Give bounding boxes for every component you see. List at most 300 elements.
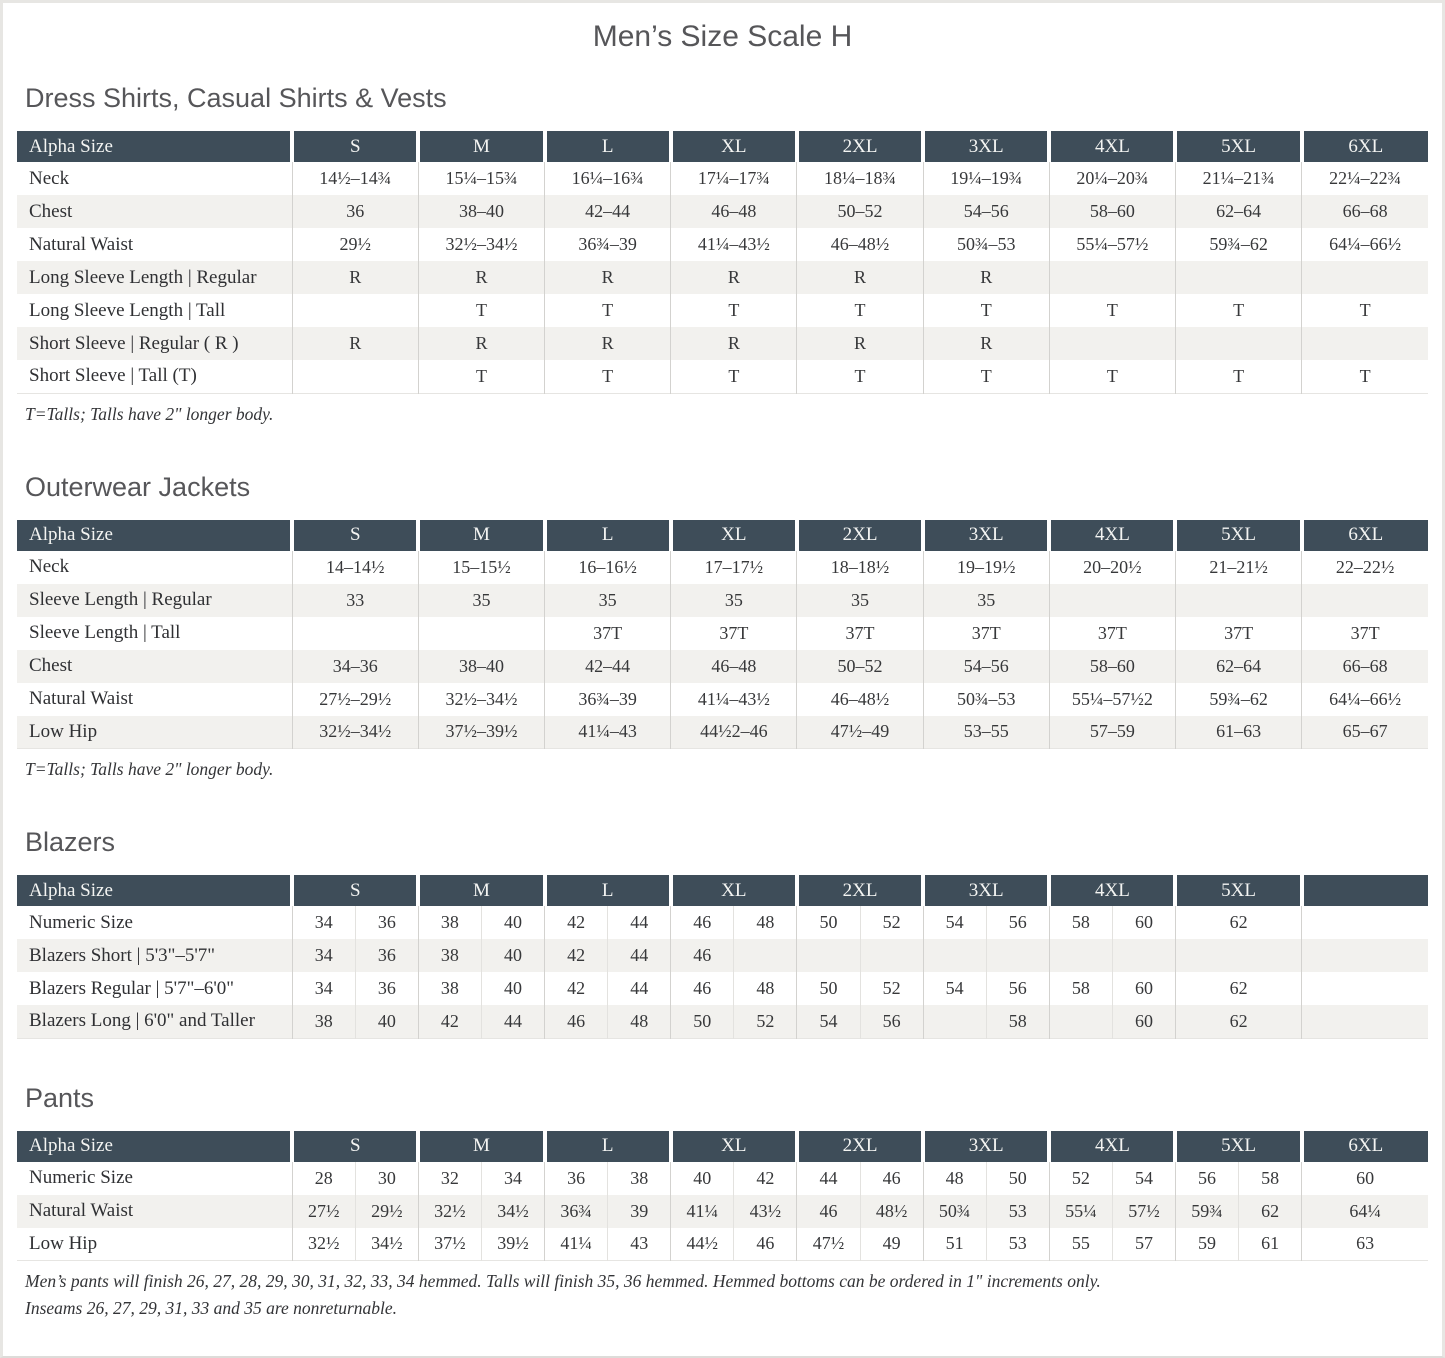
cell: 42 <box>545 939 608 972</box>
cell: T <box>1302 360 1428 393</box>
cell: 48 <box>734 972 797 1005</box>
row-label: Natural Waist <box>29 233 134 255</box>
cell: 20¼–20¾ <box>1049 162 1175 195</box>
section-dress-shirts-casual-shirts-vests <box>17 81 1428 428</box>
cell <box>734 939 797 972</box>
column-header: M <box>418 520 544 551</box>
cell <box>1302 327 1428 360</box>
column-header: M <box>418 875 544 906</box>
table-footnote: Inseams 26, 27, 29, 31, 33 and 35 are nonreturnable. <box>25 1298 398 1318</box>
cell: 37T <box>1049 617 1175 650</box>
column-header: L <box>545 875 671 906</box>
cell: 32½ <box>418 1195 481 1228</box>
cell <box>292 360 418 393</box>
column-header: 2XL <box>797 875 923 906</box>
column-header: 5XL <box>1175 131 1301 162</box>
column-header <box>1302 875 1428 906</box>
cell: 37T <box>797 617 923 650</box>
cell: 40 <box>481 906 544 939</box>
cell <box>292 617 418 650</box>
table-header <box>17 875 1428 906</box>
column-header: 4XL <box>1049 875 1175 906</box>
cell: 16–16½ <box>545 551 671 584</box>
column-header: 3XL <box>923 520 1049 551</box>
cell: T <box>923 294 1049 327</box>
cell: R <box>923 261 1049 294</box>
table-body <box>17 1162 1428 1261</box>
cell: T <box>1302 294 1428 327</box>
cell: 36 <box>292 195 418 228</box>
cell: 44 <box>608 939 671 972</box>
cell: 56 <box>986 972 1049 1005</box>
cell: 17¼–17¾ <box>671 162 797 195</box>
cell <box>797 939 860 972</box>
cell: R <box>671 261 797 294</box>
corner-header: Alpha Size <box>17 875 292 906</box>
cell: R <box>797 261 923 294</box>
cell: 49 <box>860 1228 923 1261</box>
section-heading-outerwear-jackets: Outerwear Jackets <box>25 471 251 502</box>
cell: 59¾–62 <box>1175 228 1301 261</box>
column-header: 5XL <box>1175 520 1301 551</box>
table-body <box>17 551 1428 749</box>
cell: 52 <box>860 972 923 1005</box>
cell: 46 <box>734 1228 797 1261</box>
section-pants <box>17 1081 1428 1323</box>
cell: 34–36 <box>292 650 418 683</box>
cell: 56 <box>1175 1162 1238 1195</box>
column-header: 2XL <box>797 131 923 162</box>
section-blazers <box>17 825 1428 1039</box>
cell: T <box>797 294 923 327</box>
cell <box>1175 939 1301 972</box>
table-row <box>17 650 1428 683</box>
table-footnote: Men’s pants will finish 26, 27, 28, 29, 30, 31, 32, 33, 34 hemmed. Talls will finish 35, 36 hemmed. Hemmed bottoms can be ordered in 1" increments only. <box>25 1271 1101 1291</box>
row-label: Natural Waist <box>29 1200 134 1221</box>
column-header: XL <box>671 520 797 551</box>
cell: 50–52 <box>797 650 923 683</box>
column-header: 6XL <box>1302 520 1428 551</box>
column-header: 4XL <box>1049 131 1175 162</box>
cell <box>292 294 418 327</box>
cell: 66–68 <box>1302 650 1428 683</box>
cell: 38 <box>418 972 481 1005</box>
cell: T <box>1049 294 1175 327</box>
row-label: Chest <box>29 200 73 222</box>
cell: 37T <box>923 617 1049 650</box>
cell <box>1302 584 1428 617</box>
cell: 65–67 <box>1302 716 1428 749</box>
cell: 17–17½ <box>671 551 797 584</box>
cell: 55¼ <box>1049 1195 1112 1228</box>
cell: 39 <box>608 1195 671 1228</box>
cell: 36¾ <box>545 1195 608 1228</box>
cell: 39½ <box>481 1228 544 1261</box>
cell: 46 <box>797 1195 860 1228</box>
cell: 52 <box>734 1005 797 1038</box>
cell: 38 <box>418 906 481 939</box>
cell: 58 <box>986 1005 1049 1038</box>
table-row <box>17 261 1428 294</box>
cell: 52 <box>860 906 923 939</box>
header-row <box>17 520 1428 551</box>
cell: 37½–39½ <box>418 716 544 749</box>
cell: 60 <box>1302 1162 1428 1195</box>
cell: 55 <box>1049 1228 1112 1261</box>
row-label: Sleeve Length | Regular <box>29 589 212 610</box>
row-label: Long Sleeve Length | Regular <box>29 266 257 288</box>
cell: 61 <box>1239 1228 1302 1261</box>
cell: 41¼–43½ <box>671 683 797 716</box>
cell: R <box>671 327 797 360</box>
cell: 19–19½ <box>923 551 1049 584</box>
cell: 14½–14¾ <box>292 162 418 195</box>
cell: R <box>292 261 418 294</box>
cell <box>1175 327 1301 360</box>
cell: 62–64 <box>1175 195 1301 228</box>
table-row <box>17 716 1428 749</box>
outerwear-jackets-table <box>17 520 1428 750</box>
row-label: Chest <box>29 655 73 676</box>
column-header: M <box>418 131 544 162</box>
cell: 44 <box>608 972 671 1005</box>
cell: 46–48 <box>671 650 797 683</box>
cell: 46 <box>671 972 734 1005</box>
cell <box>1175 584 1301 617</box>
cell: T <box>545 294 671 327</box>
cell: 57½ <box>1112 1195 1175 1228</box>
cell: 42 <box>418 1005 481 1038</box>
table-footnote: T=Talls; Talls have 2" longer body. <box>25 759 274 779</box>
cell: R <box>545 261 671 294</box>
cell: 18¼–18¾ <box>797 162 923 195</box>
cell: 29½ <box>355 1195 418 1228</box>
cell: R <box>797 327 923 360</box>
column-header: 3XL <box>923 875 1049 906</box>
cell: 38–40 <box>418 195 544 228</box>
cell: T <box>418 294 544 327</box>
table-row <box>17 584 1428 617</box>
cell: 37½ <box>418 1228 481 1261</box>
cell: T <box>418 360 544 393</box>
cell: 35 <box>545 584 671 617</box>
cell: 58 <box>1049 906 1112 939</box>
cell: 37T <box>545 617 671 650</box>
row-label: Long Sleeve Length | Tall <box>29 299 226 321</box>
cell: 41¼ <box>545 1228 608 1261</box>
cell: 57–59 <box>1049 716 1175 749</box>
cell: 34 <box>292 972 355 1005</box>
column-header: L <box>545 131 671 162</box>
table-row <box>17 617 1428 650</box>
cell: 16¼–16¾ <box>545 162 671 195</box>
cell: T <box>671 360 797 393</box>
cell: 36¾–39 <box>545 683 671 716</box>
cell: 46 <box>671 906 734 939</box>
cell: 50–52 <box>797 195 923 228</box>
cell: 62–64 <box>1175 650 1301 683</box>
cell: 53 <box>986 1228 1049 1261</box>
table-row <box>17 162 1428 195</box>
cell: 28 <box>292 1162 355 1195</box>
cell <box>1049 327 1175 360</box>
cell: 51 <box>923 1228 986 1261</box>
section-heading-pants: Pants <box>25 1082 95 1113</box>
cell: 37T <box>1175 617 1301 650</box>
page-title: Men’s Size Scale H <box>592 20 853 53</box>
row-label: Blazers Long | 6'0" and Taller <box>29 1010 255 1032</box>
header-row <box>17 1131 1428 1162</box>
cell: 35 <box>797 584 923 617</box>
cell: R <box>418 327 544 360</box>
cell: 40 <box>671 1162 734 1195</box>
table-header <box>17 131 1428 162</box>
column-header: 5XL <box>1175 875 1301 906</box>
cell: 66–68 <box>1302 195 1428 228</box>
cell: 22¼–22¾ <box>1302 162 1428 195</box>
cell: 20–20½ <box>1049 551 1175 584</box>
cell <box>986 939 1049 972</box>
cell: T <box>545 360 671 393</box>
cell: 52 <box>1049 1162 1112 1195</box>
cell <box>1049 584 1175 617</box>
cell: 41¼–43½ <box>671 228 797 261</box>
cell: 15¼–15¾ <box>418 162 544 195</box>
row-label: Neck <box>29 167 70 189</box>
cell: 33 <box>292 584 418 617</box>
cell: 47½–49 <box>797 716 923 749</box>
cell: 50 <box>797 906 860 939</box>
column-header: M <box>418 1131 544 1162</box>
cell <box>418 617 544 650</box>
cell: 32½–34½ <box>418 228 544 261</box>
cell <box>1049 261 1175 294</box>
cell: 59 <box>1175 1228 1238 1261</box>
table-row <box>17 1195 1428 1228</box>
cell: 38–40 <box>418 650 544 683</box>
column-header: XL <box>671 1131 797 1162</box>
column-header: 3XL <box>923 131 1049 162</box>
table-row <box>17 683 1428 716</box>
cell: 54 <box>797 1005 860 1038</box>
cell: 61–63 <box>1175 716 1301 749</box>
cell: 34 <box>481 1162 544 1195</box>
header-row <box>17 875 1428 906</box>
row-label: Blazers Regular | 5'7"–6'0" <box>29 977 235 999</box>
cell: 48 <box>734 906 797 939</box>
cell: 32 <box>418 1162 481 1195</box>
cell <box>1302 1005 1428 1038</box>
cell: R <box>418 261 544 294</box>
cell: 34 <box>292 906 355 939</box>
cell: 27½–29½ <box>292 683 418 716</box>
cell: 59¾ <box>1175 1195 1238 1228</box>
cell: 54–56 <box>923 195 1049 228</box>
cell: T <box>1049 360 1175 393</box>
column-header: 2XL <box>797 520 923 551</box>
cell: T <box>923 360 1049 393</box>
cell: 38 <box>418 939 481 972</box>
cell: 46 <box>671 939 734 972</box>
dress-shirts-casual-shirts-vests-table <box>17 131 1428 394</box>
cell: 58 <box>1049 972 1112 1005</box>
cell: 21–21½ <box>1175 551 1301 584</box>
cell: T <box>797 360 923 393</box>
section-heading-blazers: Blazers <box>25 827 116 857</box>
cell: 48½ <box>860 1195 923 1228</box>
table-row <box>17 1162 1428 1195</box>
table-header <box>17 520 1428 551</box>
cell: T <box>1175 360 1301 393</box>
cell: 34½ <box>355 1228 418 1261</box>
cell: 64¼ <box>1302 1195 1428 1228</box>
cell: 36 <box>355 906 418 939</box>
cell: R <box>292 327 418 360</box>
cell: 42–44 <box>545 650 671 683</box>
cell: 35 <box>671 584 797 617</box>
cell: T <box>1175 294 1301 327</box>
table-header <box>17 1131 1428 1162</box>
cell: 50 <box>797 972 860 1005</box>
cell: 54 <box>1112 1162 1175 1195</box>
cell: 29½ <box>292 228 418 261</box>
cell: 46–48½ <box>797 228 923 261</box>
cell: 37T <box>1302 617 1428 650</box>
table-row <box>17 906 1428 939</box>
cell: 43 <box>608 1228 671 1261</box>
cell <box>1175 261 1301 294</box>
cell: 37T <box>671 617 797 650</box>
cell: 54 <box>923 906 986 939</box>
column-header: 5XL <box>1175 1131 1301 1162</box>
cell: 44 <box>797 1162 860 1195</box>
cell: 35 <box>418 584 544 617</box>
cell: 54–56 <box>923 650 1049 683</box>
cell: 53–55 <box>923 716 1049 749</box>
cell: 46–48½ <box>797 683 923 716</box>
cell <box>1302 972 1428 1005</box>
corner-header: Alpha Size <box>17 131 292 162</box>
row-label: Short Sleeve | Regular ( R ) <box>29 332 239 354</box>
pants-table <box>17 1131 1428 1262</box>
column-header: 4XL <box>1049 1131 1175 1162</box>
cell <box>1302 906 1428 939</box>
corner-header: Alpha Size <box>17 1131 292 1162</box>
cell: 62 <box>1175 906 1301 939</box>
row-label: Short Sleeve | Tall (T) <box>29 365 197 387</box>
table-row <box>17 1005 1428 1038</box>
cell: 21¼–21¾ <box>1175 162 1301 195</box>
cell <box>1049 939 1112 972</box>
table-row <box>17 327 1428 360</box>
column-header: 6XL <box>1302 1131 1428 1162</box>
table-row <box>17 294 1428 327</box>
cell: 54 <box>923 972 986 1005</box>
cell: 64¼–66½ <box>1302 683 1428 716</box>
cell: 55¼–57½ <box>1049 228 1175 261</box>
cell: 38 <box>608 1162 671 1195</box>
cell: 48 <box>923 1162 986 1195</box>
column-header: 4XL <box>1049 520 1175 551</box>
cell: 64¼–66½ <box>1302 228 1428 261</box>
table-row <box>17 360 1428 393</box>
cell: T <box>671 294 797 327</box>
column-header: S <box>292 131 418 162</box>
cell: 41¼–43 <box>545 716 671 749</box>
cell: 32½–34½ <box>292 716 418 749</box>
cell: 46–48 <box>671 195 797 228</box>
column-header: L <box>545 1131 671 1162</box>
cell: 62 <box>1175 1005 1301 1038</box>
row-label: Low Hip <box>29 1232 98 1254</box>
cell <box>1049 1005 1112 1038</box>
cell: 14–14½ <box>292 551 418 584</box>
cell: 36 <box>355 939 418 972</box>
cell: 41¼ <box>671 1195 734 1228</box>
cell: 50¾–53 <box>923 228 1049 261</box>
cell: 42–44 <box>545 195 671 228</box>
cell <box>1302 261 1428 294</box>
cell: 53 <box>986 1195 1049 1228</box>
cell: 42 <box>545 972 608 1005</box>
cell <box>923 1005 986 1038</box>
cell: R <box>923 327 1049 360</box>
row-label: Numeric Size <box>29 911 133 933</box>
table-row <box>17 939 1428 972</box>
column-header: L <box>545 520 671 551</box>
cell: 32½–34½ <box>418 683 544 716</box>
cell: 50 <box>671 1005 734 1038</box>
cell <box>923 939 986 972</box>
table-row <box>17 1228 1428 1261</box>
cell: 44 <box>608 906 671 939</box>
cell: 50¾ <box>923 1195 986 1228</box>
cell: 46 <box>860 1162 923 1195</box>
header-row <box>17 131 1428 162</box>
cell: 36¾–39 <box>545 228 671 261</box>
cell: 48 <box>608 1005 671 1038</box>
column-header: S <box>292 1131 418 1162</box>
sections-container <box>17 81 1428 1322</box>
cell: 15–15½ <box>418 551 544 584</box>
column-header: S <box>292 520 418 551</box>
cell: 44½ <box>671 1228 734 1261</box>
cell: 50¾–53 <box>923 683 1049 716</box>
row-label: Blazers Short | 5'3"–5'7" <box>29 944 216 966</box>
column-header: 2XL <box>797 1131 923 1162</box>
cell: 44 <box>481 1005 544 1038</box>
cell: 50 <box>986 1162 1049 1195</box>
cell: 32½ <box>292 1228 355 1261</box>
section-outerwear-jackets <box>17 470 1428 784</box>
cell: 62 <box>1239 1195 1302 1228</box>
cell: 36 <box>355 972 418 1005</box>
table-row <box>17 551 1428 584</box>
cell: 40 <box>481 972 544 1005</box>
row-label: Natural Waist <box>29 688 134 709</box>
cell: 58–60 <box>1049 195 1175 228</box>
table-row <box>17 195 1428 228</box>
cell: 27½ <box>292 1195 355 1228</box>
cell: 36 <box>545 1162 608 1195</box>
cell: R <box>545 327 671 360</box>
cell: 42 <box>545 906 608 939</box>
column-header: 3XL <box>923 1131 1049 1162</box>
table-body <box>17 906 1428 1038</box>
column-header: XL <box>671 131 797 162</box>
cell: 56 <box>986 906 1049 939</box>
row-label: Neck <box>29 556 70 577</box>
